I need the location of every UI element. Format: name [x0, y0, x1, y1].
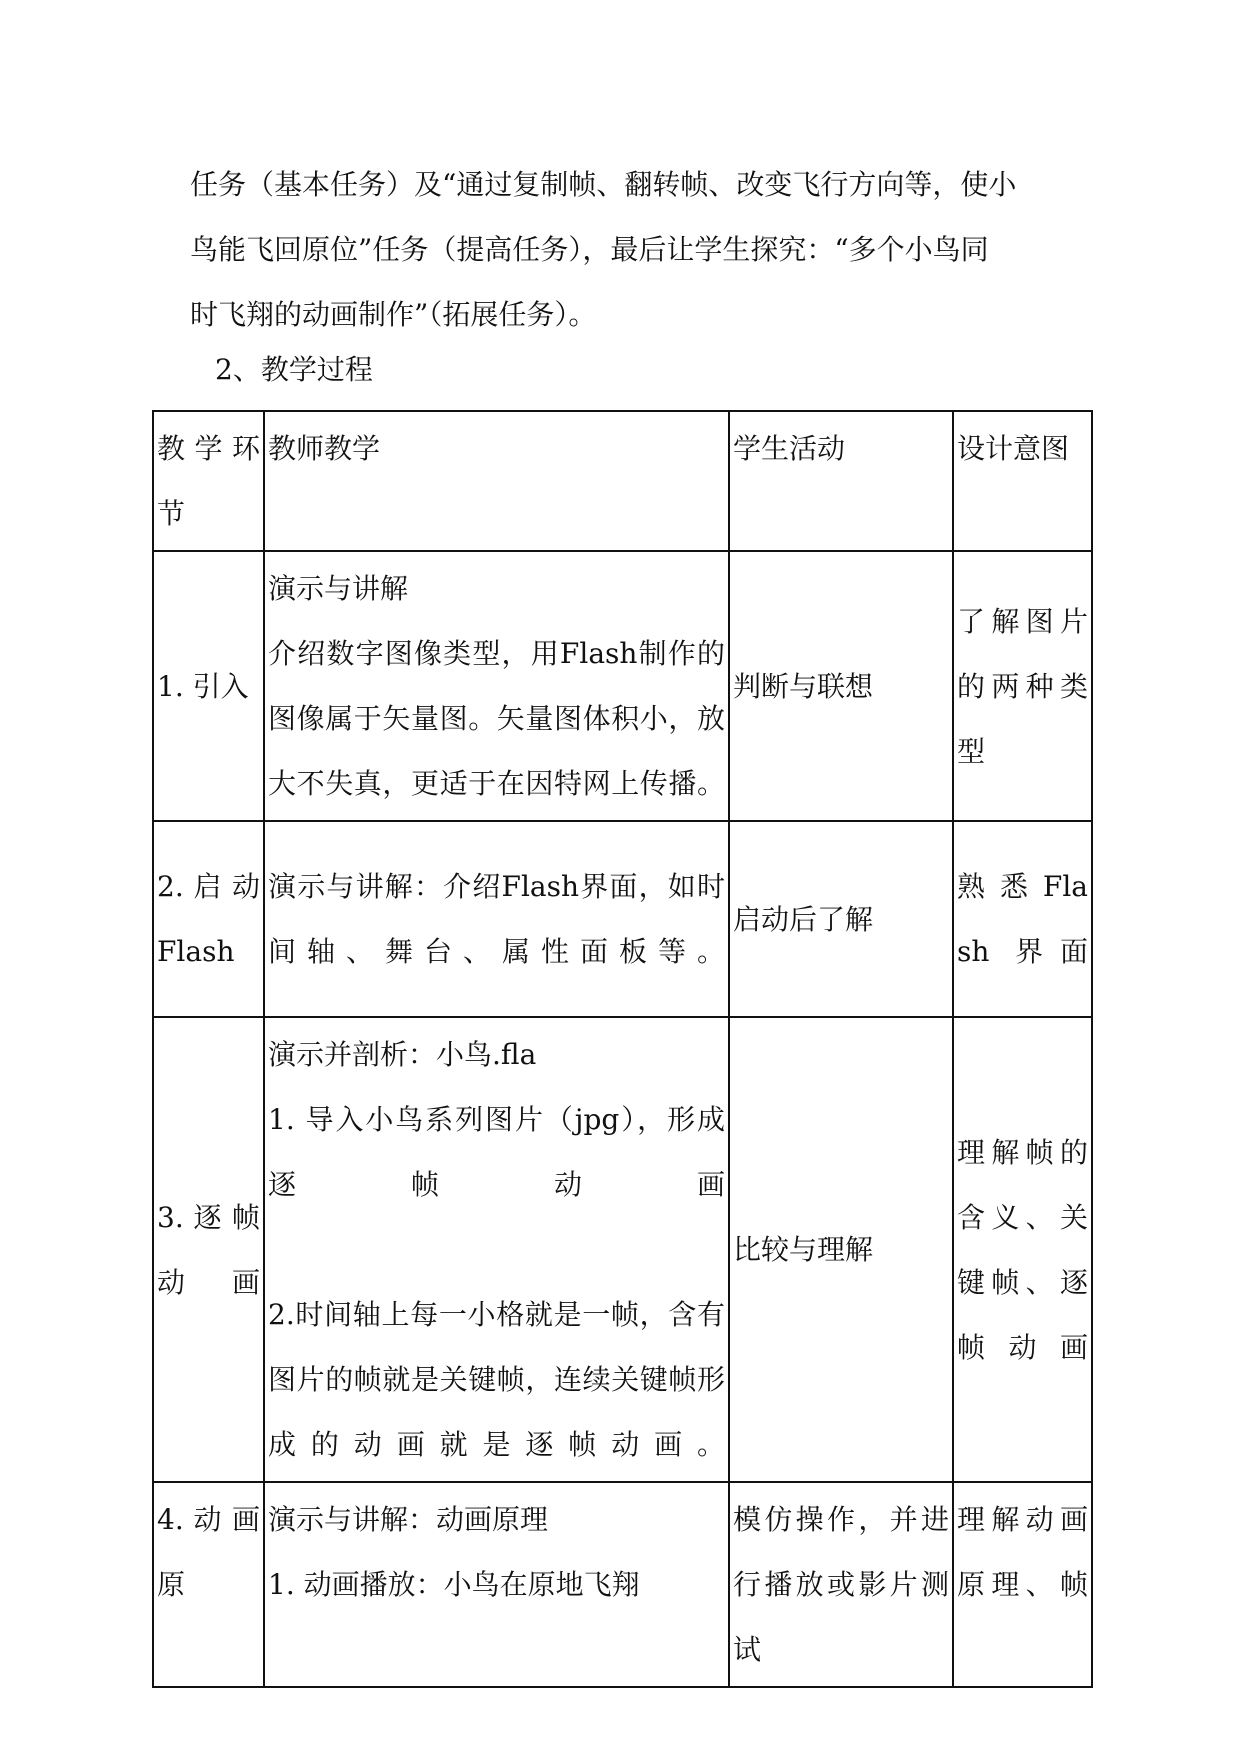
table-row [153, 551, 1092, 821]
teacher-cell [264, 1482, 729, 1687]
student-cell: 比较与理解 [729, 1017, 953, 1482]
teacher-line: 2.时间轴上每一小格就是一帧，含有图片的帧就是关键帧，连续关键帧形成的动画就是逐帧动画。 [268, 1298, 725, 1461]
header-teacher: 教师教学 [264, 411, 729, 551]
table-row [153, 1017, 1092, 1482]
stage-cell: 2. 启 动 Flash [153, 821, 264, 1017]
teacher-cell [264, 1017, 729, 1482]
table-row [153, 821, 1092, 1017]
student-cell: 判断与联想 [729, 551, 953, 821]
table-header-row [153, 411, 1092, 551]
stage-cell: 4. 动 画 原 [153, 1482, 264, 1687]
header-purpose: 设计意图 [953, 411, 1092, 551]
intro-line: 任务（基本任务）及“通过复制帧、翻转帧、改变飞行方向等，使小 [190, 168, 1017, 201]
intro-line: 鸟能飞回原位”任务（提高任务），最后让学生探究：“多个小鸟同 [190, 233, 989, 266]
header-stage: 教 学 环节 [153, 411, 264, 551]
teacher-line: 演示与讲解 [268, 572, 409, 605]
header-student: 学生活动 [729, 411, 953, 551]
stage-cell: 1. 引入 [153, 551, 264, 821]
student-cell: 启动后了解 [729, 821, 953, 1017]
purpose-cell: 理解帧的含义、关键帧、逐帧动画 [953, 1017, 1092, 1482]
teacher-line: 1. 动画播放：小鸟在原地飞翔 [268, 1568, 640, 1601]
intro-paragraph [190, 152, 1070, 347]
blank-spacer [268, 1217, 725, 1282]
table-row [153, 1482, 1092, 1687]
student-cell: 模仿操作，并进行播放或影片测试 [729, 1482, 953, 1687]
teacher-line: 1. 导入小鸟系列图片（jpg），形成逐帧动画 [268, 1103, 725, 1201]
purpose-cell: 了解图片的两种类型 [953, 551, 1092, 821]
teacher-cell [264, 821, 729, 1017]
teacher-line: 介绍数字图像类型，用Flash制作的图像属于矢量图。矢量图体积小，放大不失真，更适于在因特网上传播。 [268, 637, 725, 800]
teacher-line: 演示与讲解：介绍Flash界面，如时间轴、舞台、属性面板等。 [268, 870, 725, 968]
teaching-process-table [152, 410, 1093, 1688]
teacher-line: 演示与讲解：动画原理 [268, 1503, 549, 1536]
purpose-cell: 熟 悉 Flash 界面 [953, 821, 1092, 1017]
section-title: 2、教学过程 [215, 353, 373, 386]
intro-line: 时飞翔的动画制作”（拓展任务）。 [190, 298, 597, 331]
purpose-cell: 理解动画原理、帧 [953, 1482, 1092, 1687]
teacher-line: 演示并剖析：小鸟.fla [268, 1038, 537, 1071]
stage-cell: 3. 逐 帧 动画 [153, 1017, 264, 1482]
teacher-cell [264, 551, 729, 821]
